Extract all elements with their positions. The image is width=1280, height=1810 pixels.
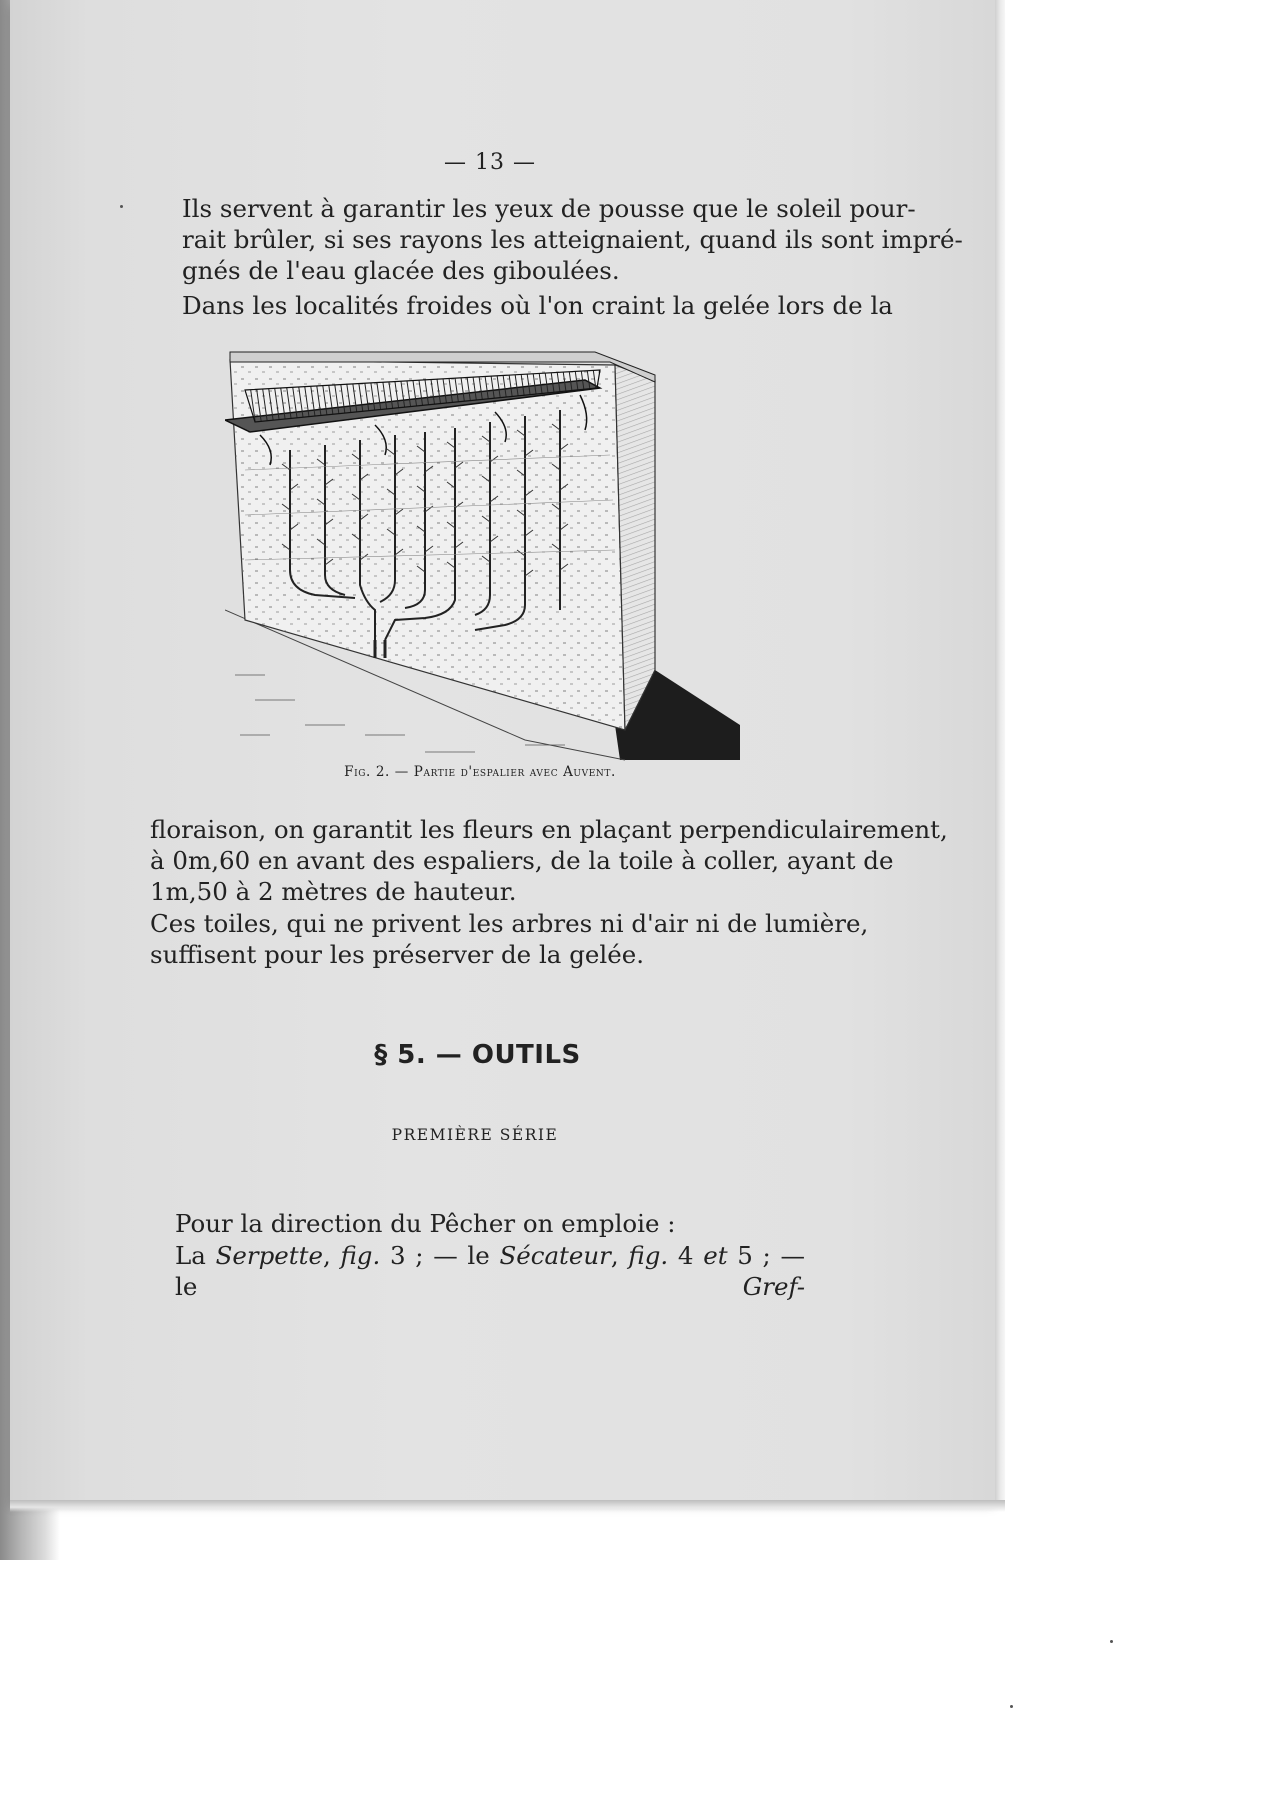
paragraph-2-line: Dans les localités froides où l'on craint la gelée lors de la xyxy=(182,291,893,320)
paragraph-3-line: suffisent pour les préserver de la gelée. xyxy=(150,940,645,969)
paragraph-1-line: Ils servent à garantir les yeux de pousse que le soleil pour- xyxy=(182,194,916,223)
paragraph-1-line: gnés de l'eau glacée des giboulées. xyxy=(182,256,620,285)
tools-text: La xyxy=(175,1241,216,1270)
figure-ref-et: et xyxy=(703,1241,728,1270)
book-bottom-edge xyxy=(10,1500,1005,1512)
espalier-illustration xyxy=(225,340,745,765)
speck xyxy=(1010,1705,1013,1708)
tool-name-serpette: Serpette xyxy=(215,1241,323,1270)
tool-name-greffoir: Gref- xyxy=(742,1272,805,1301)
paragraph-2-continued xyxy=(150,814,948,907)
tools-text: , xyxy=(322,1241,341,1270)
page-number: — 13 — xyxy=(444,150,536,175)
paragraph-2-line: floraison, on garantit les fleurs en plaçant perpendiculairement, xyxy=(150,815,948,844)
speck xyxy=(1110,1640,1113,1643)
paragraph-2-line: à 0m,60 en avant des espaliers, de la toile à coller, ayant de xyxy=(150,846,894,875)
figure-ref: fig. xyxy=(628,1241,669,1270)
tools-list xyxy=(175,1240,805,1302)
paragraph-2-line: 1m,50 à 2 mètres de hauteur. xyxy=(150,877,517,906)
paragraph-1-line: rait brûler, si ses rayons les atteignaient, quand ils sont impré- xyxy=(182,225,963,254)
section-heading: § 5. — OUTILS xyxy=(374,1040,581,1070)
tools-text: 4 xyxy=(668,1241,704,1270)
speck xyxy=(120,205,123,208)
tools-text: 3 ; — le xyxy=(380,1241,500,1270)
paragraph-2-start xyxy=(182,290,893,321)
paragraph-1 xyxy=(182,193,963,286)
figure-caption: Fig. 2. — Partie d'espalier avec Auvent. xyxy=(344,764,616,780)
book-edge xyxy=(995,0,1005,1505)
paragraph-3 xyxy=(150,908,869,970)
section-subheading: PREMIÈRE SÉRIE xyxy=(391,1126,559,1144)
tool-name-secateur: Sécateur xyxy=(499,1241,611,1270)
paragraph-3-line: Ces toiles, qui ne privent les arbres ni d'air ni de lumière, xyxy=(150,909,869,938)
tools-text: , xyxy=(610,1241,629,1270)
tools-text: 5 ; — le xyxy=(175,1241,806,1301)
figure-ref: fig. xyxy=(340,1241,381,1270)
tools-intro: Pour la direction du Pêcher on emploie : xyxy=(175,1209,676,1238)
